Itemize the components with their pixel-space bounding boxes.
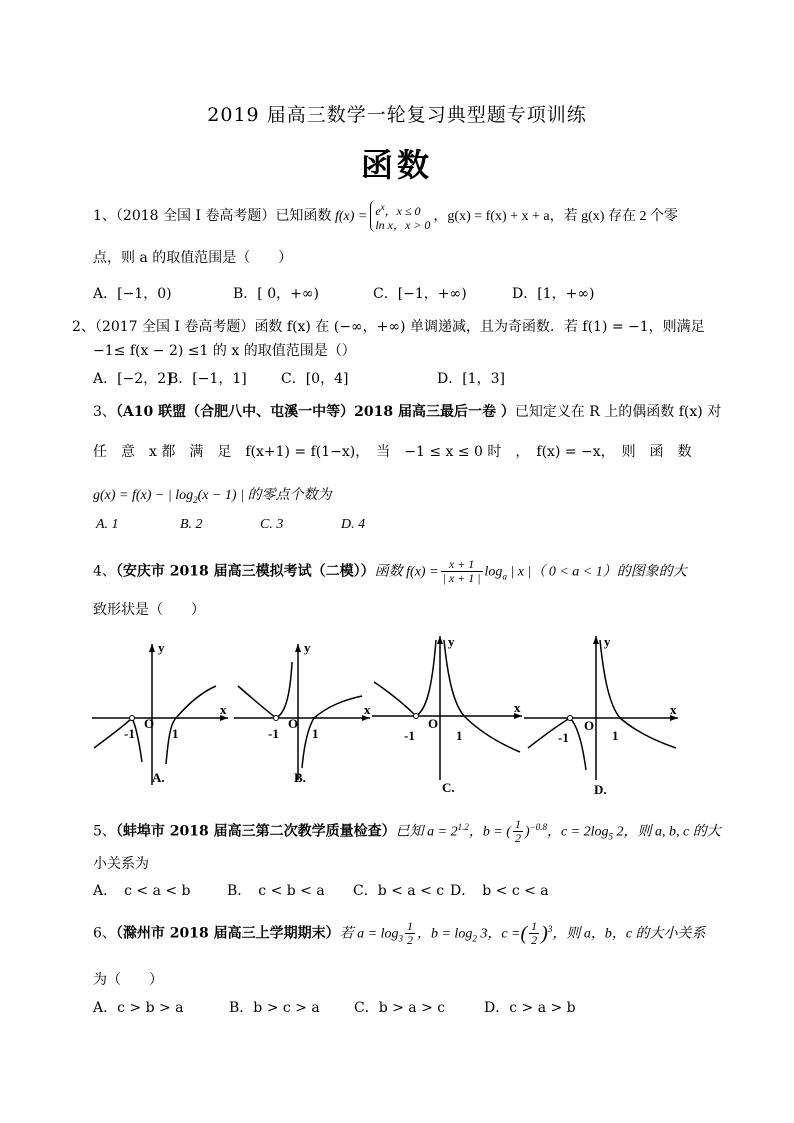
question-source: （2017 全国 I 卷高考题） (94, 319, 255, 335)
question-text: ，g(x) = f(x) + x + a，若 g(x) 存在 2 个零 (433, 209, 678, 224)
option-c: C．[−1，+∞) (373, 286, 467, 302)
graph-b-plot (232, 630, 372, 790)
question-3-line-2: 任 意 x 都 满 足 f(x+1) = f(1−x)， 当 −1 ≤ x ≤ 0 时 ， f(x) = −x， 则 函 数 (93, 444, 692, 460)
option-b: B．[ 0，+∞) (233, 286, 319, 302)
question-source: （蚌埠市 2018 届高三第二次教学质量检查） (115, 823, 396, 840)
option-d: D．[1，+∞) (512, 286, 595, 302)
graph-d-plot (522, 630, 682, 800)
graph-a: x y -1 O 1 A. (90, 630, 230, 790)
question-6-line-2: 为（ ） (93, 972, 163, 988)
page-title: 函数 (360, 146, 433, 184)
question-source: （2018 全国 I 卷高考题） (115, 208, 276, 224)
question-source: （滁州市 2018 届高三上学期期末） (115, 925, 340, 942)
fraction: $\frac{1}{2}$ (531, 919, 538, 948)
question-text: 已知函数 (275, 208, 332, 224)
option-a: A．[−1，0) (93, 286, 172, 302)
question-text: 函数 f(x) 在 (−∞，+∞) 单调递减，且为奇函数．若 f(1) = −1，则满足 (254, 319, 705, 335)
question-4-line-2: 致形状是（ ） (93, 602, 205, 618)
question-number: 5、 (93, 823, 116, 840)
question-text: 若 a = log (339, 926, 399, 942)
option-b: B．[−1，1] (168, 371, 247, 387)
graph-c-plot (370, 630, 525, 800)
question-1-line-1: 1、（2018 全国 I 卷高考题）已知函数 $f(x) = e^x$，x ≤ 0 ln x，x > 0，g(x) = f(x) + x + a，若 g(x) 存在 2 个零 (93, 202, 678, 232)
question-text: 函数 f(x) = (374, 564, 439, 580)
question-2-line-1 (72, 318, 705, 336)
question-source: （A10 联盟（合肥八中、屯溪一中等）2018 届高三最后一卷 ） (115, 404, 515, 420)
option-a: A．c > b > a (93, 1000, 184, 1016)
question-number: 4、 (93, 563, 116, 580)
question-4-line-1: 4、（安庆市 2018 届高三模拟考试（二模））函数 f(x) = $\frac{x + 1}{| x + 1 |}$ $\log_a$ | x |（ 0 < a < 1）的图象的大 (93, 557, 687, 585)
graph-b-label: B. (294, 770, 306, 785)
fraction: $\frac{1}{2}$ (514, 817, 521, 846)
piecewise-function: $e^x$，x ≤ 0 ln x，x > 0 (370, 200, 430, 232)
question-number: 3、 (93, 404, 116, 420)
question-number: 2、 (72, 319, 95, 335)
graph-c-label: C. (442, 780, 455, 795)
graph-a-label: A. (152, 770, 165, 785)
option-d: D. 4 (341, 517, 366, 532)
page-subtitle: 2019 届高三数学一轮复习典型题专项训练 (207, 104, 587, 126)
option-a: A． c < a < b (93, 883, 191, 899)
fraction: $\frac{x + 1}{| x + 1 |}$ (442, 557, 481, 585)
question-1-line-2: 点，则 a 的取值范围是（ ） (93, 250, 293, 266)
question-number: 1、 (93, 208, 116, 224)
question-3-line-3: g(x) = f(x) − | $\log_2(x - 1)$ | 的零点个数为 (93, 488, 332, 505)
option-c: C. 3 (260, 517, 284, 532)
option-a: A．[−2，2] (93, 371, 172, 387)
option-d: D．[1，3] (437, 371, 505, 387)
option-d: D． b < c < a (450, 883, 549, 899)
question-5-line-2: 小关系为 (93, 856, 149, 872)
question-3-line-1 (93, 403, 721, 421)
graph-d-label: D. (594, 782, 607, 797)
option-b: B． c < b < a (227, 883, 325, 899)
option-b: B．b > c > a (229, 1000, 320, 1016)
question-text: 已知 a = 2 (395, 824, 458, 840)
fraction: $\frac{1}{2}$ (406, 919, 413, 948)
graph-c: x y -1 O 1 C. (370, 630, 525, 800)
option-a: A. 1 (96, 517, 119, 532)
option-c: C．b > a > c (354, 1000, 446, 1016)
option-d: D．c > a > b (484, 1000, 576, 1016)
question-6-line-1: 6、（滁州市 2018 届高三上学期期末）若 $a = \log_3$ $\frac{1}{2}$ ，$b = \log_2 3$，c =( $\frac{1}{2}$ )$^3$，则 a，b，c 的大小关系 (93, 919, 706, 948)
question-number: 6、 (93, 925, 116, 942)
question-2-line-2: −1≤ f(x − 2) ≤1 的 x 的取值范围是（） (93, 343, 356, 359)
question-5-line-1: 5、（蚌埠市 2018 届高三第二次教学质量检查）已知 $a = 2^{1.2}$，b = ( $\frac{1}{2}$ )$^{-0.8}$，$c = 2\log_5$ 2，则 a, b, c 的大 (93, 817, 721, 846)
graph-b: x y -1 O 1 B. (232, 630, 372, 790)
question-source: （安庆市 2018 届高三模拟考试（二模）） (115, 563, 375, 580)
graph-d: x y -1 O 1 D. (522, 630, 682, 800)
question-text: 已知定义在 R 上的偶函数 f(x) 对 (514, 404, 722, 420)
option-b: B. 2 (180, 517, 203, 532)
option-c: C．b < a < c (353, 883, 445, 899)
option-c: C．[0，4] (281, 371, 349, 387)
